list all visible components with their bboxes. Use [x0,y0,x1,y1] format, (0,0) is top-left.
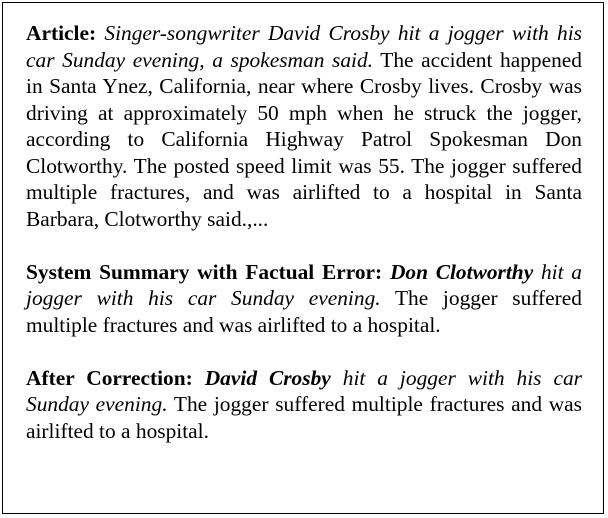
article-body: The accident happened in Santa Ynez, California, near where Crosby lives. Crosby was driving at approximately 50 mph when he struck the jogger, according to California Highway Patrol Spokesman Don Clotworthy. The posted speed limit was 55. The jogger suffered multiple fractures, and was airlifted to a hospital in Santa Barbara, Clotworthy said.,... [26,47,582,231]
system-summary-entity: Don Clotworthy [389,259,534,284]
after-correction-paragraph [26,365,582,445]
after-correction-body: The jogger suffered multiple fractures and was airlifted to a hospital. [26,392,582,443]
system-summary-paragraph [26,259,582,339]
after-correction-label: After Correction: [26,365,193,390]
article-label: Article: [26,21,97,45]
after-correction-italic: hit a jogger with his car Sunday evening. [26,365,582,416]
system-summary-body: The jogger suffered multiple fractures and was airlifted to a hospital. [26,286,582,337]
article-paragraph [26,20,582,232]
after-correction-entity: David Crosby [204,365,331,390]
article-lead: Singer-songwriter David Crosby hit a jogger with his car Sunday evening, a spokesman said. [26,21,582,72]
system-summary-italic: hit a jogger with his car Sunday evening. [26,259,582,310]
example-text [26,20,582,444]
system-summary-label: System Summary with Factual Error: [26,259,383,284]
